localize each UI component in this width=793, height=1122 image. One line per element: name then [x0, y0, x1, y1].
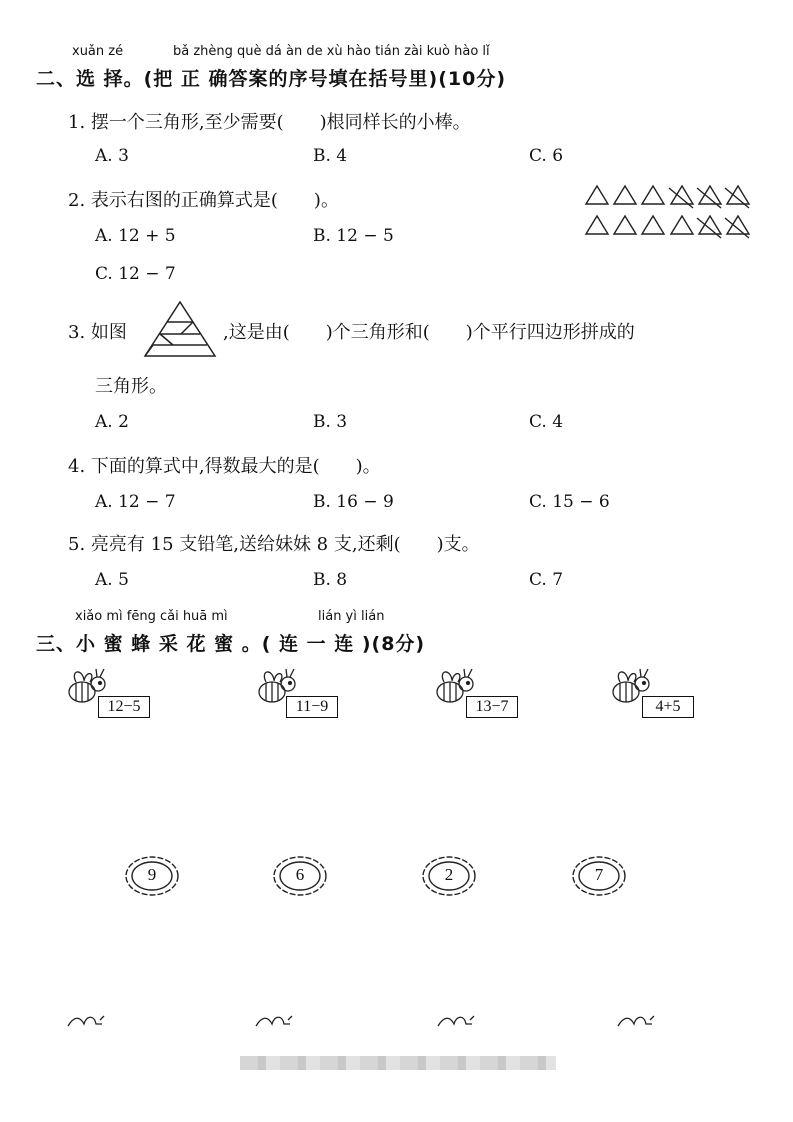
q5-option-c[interactable]: C. 7	[529, 570, 564, 590]
bee-expression: 13−7	[466, 696, 518, 718]
pinyin-instruction: bǎ zhèng què dá àn de xù hào tián zài kuò hào lǐ	[173, 44, 490, 59]
flower-3[interactable]	[421, 854, 477, 898]
flower-2[interactable]	[272, 854, 328, 898]
bee-expression: 11−9	[286, 696, 338, 718]
bee-card-2[interactable]	[254, 666, 344, 724]
question-2: 2. 表示右图的正确算式是( )。	[68, 190, 339, 211]
flower-number: 9	[147, 865, 157, 884]
pinyin-lianyilian: lián yì lián	[318, 609, 385, 624]
q2-option-c[interactable]: C. 12 − 7	[95, 264, 176, 284]
q5-option-a[interactable]: A. 5	[95, 570, 129, 590]
flower-number: 2	[444, 865, 454, 884]
bee-card-3[interactable]	[432, 666, 522, 724]
question-4: 4. 下面的算式中,得数最大的是( )。	[68, 456, 381, 477]
q1-option-b[interactable]: B. 4	[313, 146, 348, 166]
flower-1[interactable]	[124, 854, 180, 898]
q2-option-b[interactable]: B. 12 − 5	[313, 226, 394, 246]
flower-number: 6	[295, 865, 305, 884]
q1-option-c[interactable]: C. 6	[529, 146, 564, 166]
question-5: 5. 亮亮有 15 支铅笔,送给妹妹 8 支,还剩( )支。	[68, 534, 480, 555]
bee-expression: 4+5	[642, 696, 694, 718]
pinyin-xuanze: xuǎn zé	[72, 44, 124, 59]
section2-title: 二、选 择。(把 正 确答案的序号填在括号里)(10分)	[36, 68, 507, 90]
q3-option-c[interactable]: C. 4	[529, 412, 564, 432]
q5-option-b[interactable]: B. 8	[313, 570, 348, 590]
triangles-figure	[583, 182, 755, 240]
flower-4[interactable]	[571, 854, 627, 898]
pyramid-figure	[143, 300, 217, 358]
q4-option-a[interactable]: A. 12 − 7	[95, 492, 176, 512]
bee-card-4[interactable]	[608, 666, 698, 724]
question-3-body: ,这是由( )个三角形和( )个平行四边形拼成的	[223, 322, 635, 343]
q1-option-a[interactable]: A. 3	[95, 146, 129, 166]
q4-option-b[interactable]: B. 16 − 9	[313, 492, 394, 512]
blurred-footer	[240, 1056, 556, 1070]
q3-option-a[interactable]: A. 2	[95, 412, 129, 432]
bee-card-1[interactable]	[64, 666, 154, 724]
question-1: 1. 摆一个三角形,至少需要( )根同样长的小棒。	[68, 112, 471, 133]
q4-option-c[interactable]: C. 15 − 6	[529, 492, 610, 512]
bee-expression: 12−5	[98, 696, 150, 718]
flower-number: 7	[594, 865, 604, 884]
cutoff-bee-tops	[66, 1012, 746, 1028]
question-3-lead: 3. 如图	[68, 322, 127, 343]
q2-option-a[interactable]: A. 12 + 5	[95, 226, 176, 246]
q3-option-b[interactable]: B. 3	[313, 412, 348, 432]
section3-title: 三、小 蜜 蜂 采 花 蜜 。( 连 一 连 )(8分)	[36, 633, 426, 655]
question-3-tail: 三角形。	[95, 376, 167, 397]
pinyin-xiaomifeng: xiǎo mì fēng cǎi huā mì	[75, 609, 228, 624]
